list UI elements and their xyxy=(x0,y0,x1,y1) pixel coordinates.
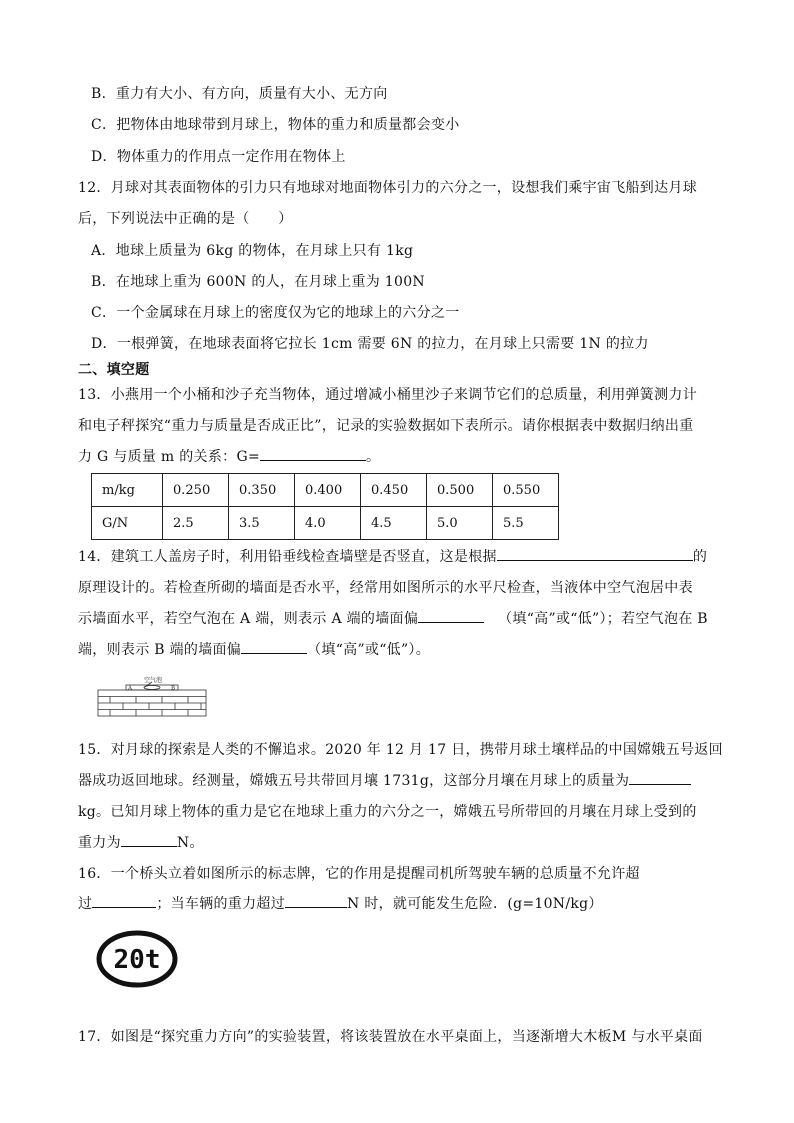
table-cell: 5.0 xyxy=(427,507,493,540)
table-cell: 2.5 xyxy=(163,507,229,540)
bubble-label: 空气泡 xyxy=(144,677,163,684)
q12-option-b: B．在地球上重为 600N 的人，在月球上重为 100N xyxy=(91,274,425,290)
table-cell: 0.550 xyxy=(493,474,559,507)
q14-answer-blank-2[interactable] xyxy=(418,608,484,623)
q13-stem-line2: 和电子秤探究“重力与质量是否成正比”，记录的实验数据如下表所示。请你根据表中数据归纳出重 xyxy=(78,418,694,434)
q14-stem-line4 xyxy=(78,639,430,659)
table-cell: 0.500 xyxy=(427,474,493,507)
label-b: B xyxy=(171,685,176,692)
q15-stem-line2 xyxy=(78,770,691,790)
q12-option-d: D．一根弹簧，在地球表面将它拉长 1cm 需要 6N 的拉力，在月球上只需要 1N 的拉力 xyxy=(91,336,649,352)
q13-stem-line3 xyxy=(78,446,380,466)
q13-answer-blank[interactable] xyxy=(260,446,366,461)
q13-text-pre: 力 G 与质量 m 的关系：G= xyxy=(78,449,260,465)
q15-stem-line4 xyxy=(78,832,204,852)
q16-answer-blank-1[interactable] xyxy=(92,893,156,908)
q15-text: 器成功返回地球。经测量，嫦娥五号共带回月壤 1731g，这部分月壤在月球上的质量为 xyxy=(78,773,630,789)
table-cell: 0.250 xyxy=(163,474,229,507)
q16-answer-blank-2[interactable] xyxy=(285,893,347,908)
q15-stem-line3: kg。已知月球上物体的重力是它在地球上重力的六分之一，嫦娥五号所带回的月壤在月球上受到的 xyxy=(78,804,697,820)
q12-stem-line1: 12．月球对其表面物体的引力只有地球对地面物体引力的六分之一，设想我们乘宇宙飞船到达月球 xyxy=(78,180,698,196)
table-row xyxy=(92,507,559,540)
q14-text-pre: 示墙面水平，若空气泡在 A 端，则表示 A 端的墙面偏 xyxy=(78,611,419,627)
q13-text-post: 。 xyxy=(365,449,381,465)
sign-text: 20t xyxy=(113,945,161,975)
table-cell: G/N xyxy=(92,507,163,540)
table-cell: 4.0 xyxy=(295,507,361,540)
q16-stem-line2 xyxy=(78,893,603,913)
q16-text-pre: 过 xyxy=(78,896,93,912)
q14-text-pre: 端，则表示 B 端的墙面偏 xyxy=(78,642,242,658)
q15-stem-line1: 15．对月球的探索是人类的不懈追求。2020 年 12 月 17 日，携带月球土壤样品的中国嫦娥五号返回 xyxy=(78,742,723,758)
table-cell: 4.5 xyxy=(361,507,427,540)
q13-data-table xyxy=(91,473,559,540)
q16-text-post: N 时，就可能发生危险．(g=10N/kg） xyxy=(347,896,603,912)
q16-text-mid: ；当车辆的重力超过 xyxy=(156,896,286,912)
q12-option-a: A．地球上质量为 6kg 的物体，在月球上只有 1kg xyxy=(91,243,414,259)
q15-answer-blank-2[interactable] xyxy=(121,832,177,847)
q14-stem-line3 xyxy=(78,608,708,628)
q17-stem-line1: 17．如图是“探究重力方向”的实验装置，将该装置放在水平桌面上，当逐渐增大木板M 与水平桌面 xyxy=(78,1029,703,1045)
table-cell: m/kg xyxy=(92,474,163,507)
spirit-level-figure xyxy=(96,676,208,718)
q12-option-c: C．一个金属球在月球上的密度仅为它的地球上的六分之一 xyxy=(91,305,460,321)
q11-option-b: B．重力有大小、有方向，质量有大小、无方向 xyxy=(91,86,388,102)
table-cell: 5.5 xyxy=(493,507,559,540)
table-cell: 3.5 xyxy=(229,507,295,540)
q15-text-post: N。 xyxy=(176,835,204,851)
q14-text-post: （填“高”或“低”）。 xyxy=(307,642,431,658)
q14-text-post: 的 xyxy=(692,549,708,565)
q15-answer-blank-1[interactable] xyxy=(629,770,691,785)
q14-text-post: （填“高”或“低”）；若空气泡在 B xyxy=(498,611,708,627)
q14-answer-blank-1[interactable] xyxy=(497,546,693,561)
q16-stem-line1: 16．一个桥头立着如图所示的标志牌，它的作用是提醒司机所驾驶车辆的总质量不允许超 xyxy=(78,866,640,882)
section-heading: 二、填空题 xyxy=(78,362,150,378)
table-row xyxy=(92,474,559,507)
weight-limit-sign xyxy=(96,930,178,988)
q11-option-c: C．把物体由地球带到月球上，物体的重力和质量都会变小 xyxy=(91,117,460,133)
q14-stem-line1 xyxy=(78,546,707,566)
q15-text-pre: 重力为 xyxy=(78,835,121,851)
table-cell: 0.400 xyxy=(295,474,361,507)
q12-stem-line2: 后，下列说法中正确的是（ ） xyxy=(78,211,293,227)
label-a: A xyxy=(128,685,132,692)
q14-answer-blank-3[interactable] xyxy=(241,639,307,654)
q11-option-d: D．物体重力的作用点一定作用在物体上 xyxy=(91,149,346,165)
table-cell: 0.450 xyxy=(361,474,427,507)
q14-text-pre: 14．建筑工人盖房子时，利用铅垂线检查墙壁是否竖直，这是根据 xyxy=(78,549,497,565)
table-cell: 0.350 xyxy=(229,474,295,507)
q13-stem-line1: 13．小燕用一个小桶和沙子充当物体，通过增减小桶里沙子来调节它们的总质量，利用弹簧测力计 xyxy=(78,387,698,403)
q14-stem-line2: 原理设计的。若检查所砌的墙面是否水平，经常用如图所示的水平尺检查，当液体中空气泡居中表 xyxy=(78,580,693,596)
